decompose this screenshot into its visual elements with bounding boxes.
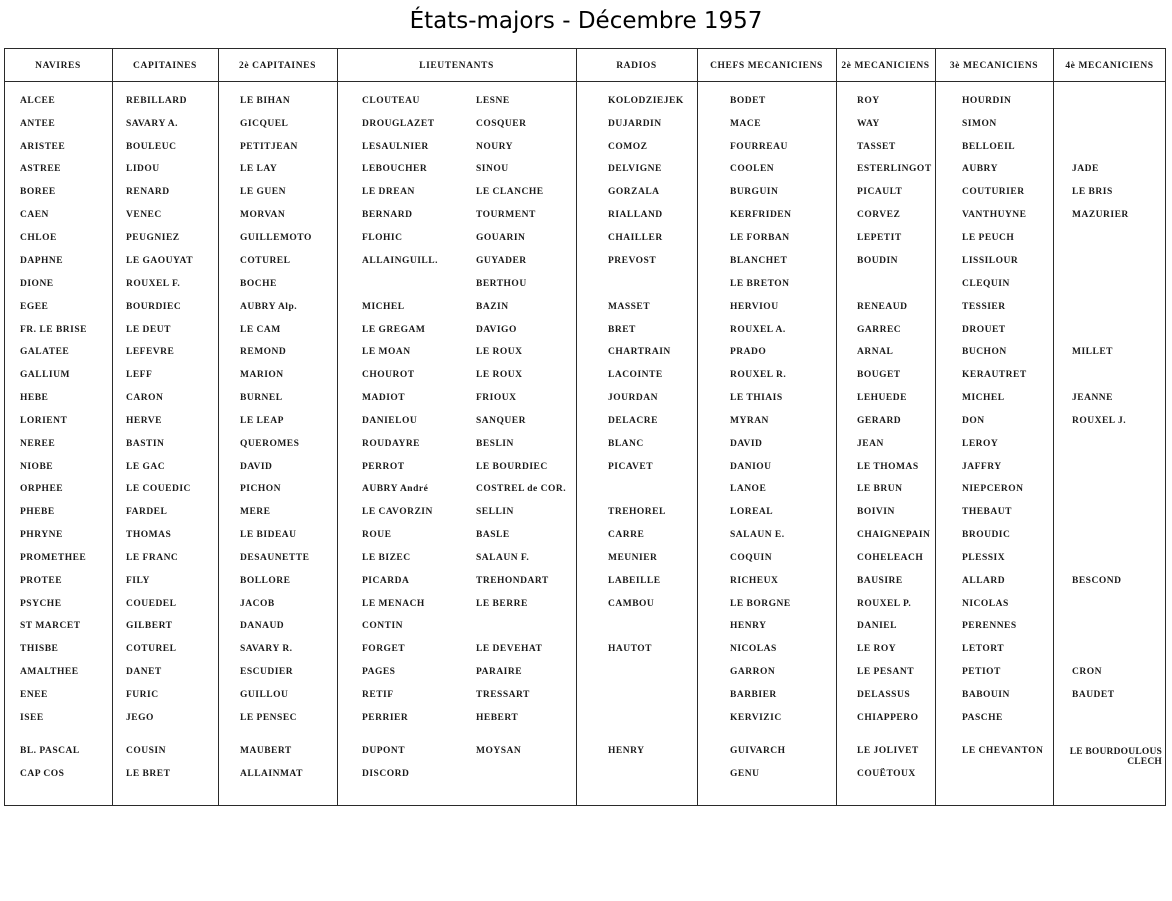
column-divider: [576, 48, 577, 806]
third-engineer-name: LE CHEVANTON: [962, 746, 1044, 756]
lieutenant-name: LE CAVORZIN: [362, 507, 433, 517]
radio-name: CHAILLER: [608, 233, 663, 243]
second-captain-name: MERE: [240, 507, 271, 517]
ship-name: ANTEE: [20, 119, 56, 129]
second-engineer-name: RENEAUD: [857, 302, 908, 312]
lieutenant-name: BAZIN: [476, 302, 509, 312]
radio-name: HAUTOT: [608, 644, 653, 654]
captain-name: ROUXEL F.: [126, 279, 181, 289]
lieutenant-name: DUPONT: [362, 746, 406, 756]
lieutenant-name: NOURY: [476, 142, 513, 152]
chief-engineer-name: HENRY: [730, 621, 767, 631]
radio-name: GORZALA: [608, 187, 660, 197]
second-captain-name: PETITJEAN: [240, 142, 298, 152]
fourth-engineer-name: BESCOND: [1072, 576, 1122, 586]
captain-name: FARDEL: [126, 507, 168, 517]
lieutenant-name: PARAIRE: [476, 667, 523, 677]
header-lieutenants: LIEUTENANTS: [419, 61, 494, 71]
fourth-engineer-name: ROUXEL J.: [1072, 416, 1127, 426]
lieutenant-name: LE DREAN: [362, 187, 415, 197]
chief-engineer-name: KERVIZIC: [730, 713, 782, 723]
third-engineer-name: PLESSIX: [962, 553, 1006, 563]
header-radios: RADIOS: [616, 61, 657, 71]
ship-name: AMALTHEE: [20, 667, 79, 677]
ship-name: BOREE: [20, 187, 56, 197]
radio-name: PREVOST: [608, 256, 657, 266]
header-divider: [4, 81, 1166, 82]
lieutenant-name: LEBOUCHER: [362, 164, 428, 174]
chief-engineer-name: DANIOU: [730, 462, 772, 472]
ship-name: PROTEE: [20, 576, 63, 586]
chief-engineer-name: SALAUN E.: [730, 530, 785, 540]
lieutenant-name: FORGET: [362, 644, 406, 654]
captain-name: LE GAC: [126, 462, 166, 472]
second-captain-name: QUEROMES: [240, 439, 300, 449]
chief-engineer-name: MYRAN: [730, 416, 769, 426]
third-engineer-name: BROUDIC: [962, 530, 1011, 540]
second-engineer-name: PICAULT: [857, 187, 903, 197]
chief-engineer-name: FOURREAU: [730, 142, 788, 152]
second-captain-name: COTUREL: [240, 256, 291, 266]
lieutenant-name: SELLIN: [476, 507, 514, 517]
ship-name: LORIENT: [20, 416, 68, 426]
ship-name: PHEBE: [20, 507, 55, 517]
ship-name: ORPHEE: [20, 484, 64, 494]
captain-name: LE GAOUYAT: [126, 256, 194, 266]
lieutenant-name: TREHONDART: [476, 576, 549, 586]
second-captain-name: ESCUDIER: [240, 667, 294, 677]
chief-engineer-name: BURGUIN: [730, 187, 779, 197]
second-engineer-name: BOUGET: [857, 370, 901, 380]
ship-name: PSYCHE: [20, 599, 62, 609]
lieutenant-name: BESLIN: [476, 439, 514, 449]
radio-name: RIALLAND: [608, 210, 663, 220]
column-divider: [697, 48, 698, 806]
second-engineer-name: LE ROY: [857, 644, 897, 654]
second-engineer-name: ARNAL: [857, 347, 894, 357]
lieutenant-name: GUYADER: [476, 256, 527, 266]
radio-name: HENRY: [608, 746, 645, 756]
third-engineer-name: BABOUIN: [962, 690, 1010, 700]
second-captain-name: JACOB: [240, 599, 275, 609]
chief-engineer-name: LE BRETON: [730, 279, 790, 289]
lieutenant-name: ROUE: [362, 530, 392, 540]
ship-name: ISEE: [20, 713, 44, 723]
second-engineer-name: COHELEACH: [857, 553, 924, 563]
chief-engineer-name: COQUIN: [730, 553, 773, 563]
ship-name: NEREE: [20, 439, 56, 449]
captain-name: LE FRANC: [126, 553, 179, 563]
third-engineer-name: AUBRY: [962, 164, 998, 174]
fourth-engineer-name: JADE: [1072, 164, 1099, 174]
second-captain-name: DANAUD: [240, 621, 285, 631]
captain-name: PEUGNIEZ: [126, 233, 180, 243]
chief-engineer-name: BLANCHET: [730, 256, 788, 266]
ship-name: NIOBE: [20, 462, 54, 472]
chief-engineer-name: COOLEN: [730, 164, 775, 174]
captain-name: THOMAS: [126, 530, 172, 540]
ship-name: ARISTEE: [20, 142, 66, 152]
second-captain-name: GICQUEL: [240, 119, 289, 129]
second-captain-name: GUILLEMOTO: [240, 233, 312, 243]
lieutenant-name: HEBERT: [476, 713, 519, 723]
lieutenant-name: AUBRY André: [362, 484, 429, 494]
captain-name: DANET: [126, 667, 162, 677]
lieutenant-name: SALAUN F.: [476, 553, 530, 563]
ship-name: CAEN: [20, 210, 49, 220]
lieutenant-name: LESNE: [476, 96, 510, 106]
third-engineer-name: DON: [962, 416, 985, 426]
second-captain-name: MORVAN: [240, 210, 286, 220]
column-divider: [112, 48, 113, 806]
chief-engineer-name: GENU: [730, 769, 760, 779]
lieutenant-name: DROUGLAZET: [362, 119, 435, 129]
ship-name: DAPHNE: [20, 256, 64, 266]
second-captain-name: DESAUNETTE: [240, 553, 310, 563]
ship-name: BL. PASCAL: [20, 746, 80, 756]
captain-name: BASTIN: [126, 439, 165, 449]
third-engineer-name: THEBAUT: [962, 507, 1012, 517]
header-capitaines: CAPITAINES: [133, 61, 197, 71]
ship-name: ALCEE: [20, 96, 56, 106]
column-divider: [836, 48, 837, 806]
second-captain-name: SAVARY R.: [240, 644, 293, 654]
third-engineer-name: BELLOEIL: [962, 142, 1016, 152]
second-engineer-name: LE JOLIVET: [857, 746, 919, 756]
captain-name: REBILLARD: [126, 96, 187, 106]
second-engineer-name: CORVEZ: [857, 210, 901, 220]
lieutenant-name: PERROT: [362, 462, 405, 472]
second-engineer-name: WAY: [857, 119, 880, 129]
chief-engineer-name: LE THIAIS: [730, 393, 783, 403]
ship-name: EGEE: [20, 302, 49, 312]
second-captain-name: BOCHE: [240, 279, 277, 289]
lieutenant-name: BERTHOU: [476, 279, 527, 289]
radio-name: MEUNIER: [608, 553, 658, 563]
ship-name: CHLOE: [20, 233, 57, 243]
second-captain-name: LE LEAP: [240, 416, 284, 426]
header-2e-capitaines: 2è CAPITAINES: [238, 61, 317, 71]
second-engineer-name: ROY: [857, 96, 880, 106]
captain-name: HERVE: [126, 416, 162, 426]
third-engineer-name: COUTURIER: [962, 187, 1025, 197]
third-engineer-name: BUCHON: [962, 347, 1007, 357]
lieutenant-name: BASLE: [476, 530, 510, 540]
lieutenant-name: GOUARIN: [476, 233, 526, 243]
header-chefs-mecaniciens: CHEFS MECANICIENS: [710, 61, 823, 71]
ship-name: ASTREE: [20, 164, 62, 174]
chief-engineer-name: NICOLAS: [730, 644, 777, 654]
radio-name: LABEILLE: [608, 576, 661, 586]
lieutenant-name: DANIELOU: [362, 416, 418, 426]
lieutenant-name: ROUDAYRE: [362, 439, 421, 449]
captain-name: COTUREL: [126, 644, 177, 654]
ship-name: FR. LE BRISE: [20, 325, 87, 335]
chief-engineer-name: KERFRIDEN: [730, 210, 792, 220]
third-engineer-name: PETIOT: [962, 667, 1001, 677]
second-engineer-name: DELASSUS: [857, 690, 911, 700]
fourth-engineer-name: JEANNE: [1072, 393, 1114, 403]
radio-name: DELACRE: [608, 416, 658, 426]
lieutenant-name: MOYSAN: [476, 746, 522, 756]
column-divider: [1053, 48, 1054, 806]
second-engineer-name: GARREC: [857, 325, 902, 335]
ship-name: ST MARCET: [20, 621, 81, 631]
third-engineer-name: SIMON: [962, 119, 997, 129]
lieutenant-name: MICHEL: [362, 302, 405, 312]
second-captain-name: LE BIDEAU: [240, 530, 297, 540]
radio-name: CARRE: [608, 530, 645, 540]
second-captain-name: AUBRY Alp.: [240, 302, 298, 312]
fourth-engineer-name: CRON: [1072, 667, 1102, 677]
lieutenant-name: PAGES: [362, 667, 396, 677]
captain-name: CARON: [126, 393, 164, 403]
second-captain-name: LE BIHAN: [240, 96, 291, 106]
captain-name: COUEDEL: [126, 599, 177, 609]
radio-name: CAMBOU: [608, 599, 655, 609]
second-captain-name: BURNEL: [240, 393, 283, 403]
third-engineer-name: LISSILOUR: [962, 256, 1019, 266]
second-engineer-name: COUËTOUX: [857, 769, 916, 779]
third-engineer-name: DROUET: [962, 325, 1006, 335]
radio-name: KOLODZIEJEK: [608, 96, 684, 106]
second-engineer-name: GERARD: [857, 416, 902, 426]
captain-name: BOULEUC: [126, 142, 177, 152]
lieutenant-name: FRIOUX: [476, 393, 517, 403]
ship-name: ENEE: [20, 690, 48, 700]
lieutenant-name: LE BIZEC: [362, 553, 411, 563]
second-engineer-name: BAUSIRE: [857, 576, 903, 586]
ship-name: THISBE: [20, 644, 59, 654]
chief-engineer-name: LE FORBAN: [730, 233, 790, 243]
chief-engineer-name: DAVID: [730, 439, 763, 449]
second-captain-name: DAVID: [240, 462, 273, 472]
ship-name: GALATEE: [20, 347, 70, 357]
ship-name: HEBE: [20, 393, 49, 403]
third-engineer-name: KERAUTRET: [962, 370, 1027, 380]
fourth-engineer-name: MAZURIER: [1072, 210, 1129, 220]
second-captain-name: LE CAM: [240, 325, 281, 335]
second-engineer-name: LE BRUN: [857, 484, 903, 494]
column-divider: [337, 48, 338, 806]
captain-name: COUSIN: [126, 746, 166, 756]
lieutenant-name: SANQUER: [476, 416, 526, 426]
captain-name: LE COUEDIC: [126, 484, 191, 494]
third-engineer-name: NICOLAS: [962, 599, 1009, 609]
lieutenant-name: COSQUER: [476, 119, 527, 129]
third-engineer-name: JAFFRY: [962, 462, 1002, 472]
radio-name: DUJARDIN: [608, 119, 662, 129]
header-4e-mecaniciens: 4è MECANICIENS: [1065, 61, 1154, 71]
second-engineer-name: LEHUEDE: [857, 393, 907, 403]
third-engineer-name: PASCHE: [962, 713, 1003, 723]
third-engineer-name: LE PEUCH: [962, 233, 1015, 243]
lieutenant-name: CHOUROT: [362, 370, 415, 380]
second-captain-name: REMOND: [240, 347, 287, 357]
second-engineer-name: CHAIGNEPAIN: [857, 530, 931, 540]
radio-name: DELVIGNE: [608, 164, 662, 174]
chief-engineer-name: LE BORGNE: [730, 599, 791, 609]
third-engineer-name: MICHEL: [962, 393, 1005, 403]
chief-engineer-name: ROUXEL A.: [730, 325, 786, 335]
lieutenant-name: CONTIN: [362, 621, 404, 631]
radio-name: MASSET: [608, 302, 651, 312]
ship-name: DIONE: [20, 279, 54, 289]
second-engineer-name: LE THOMAS: [857, 462, 919, 472]
third-engineer-name: HOURDIN: [962, 96, 1012, 106]
second-engineer-name: LE PESANT: [857, 667, 915, 677]
lieutenant-name: DAVIGO: [476, 325, 517, 335]
third-engineer-name: TESSIER: [962, 302, 1006, 312]
second-captain-name: LE GUEN: [240, 187, 286, 197]
captain-name: LE DEUT: [126, 325, 171, 335]
lieutenant-name: BERNARD: [362, 210, 413, 220]
fourth-engineer-name: LE BOURDOULOUS CLECH: [1069, 747, 1162, 767]
second-engineer-name: TASSET: [857, 142, 896, 152]
lieutenant-name: LE MENACH: [362, 599, 425, 609]
chief-engineer-name: HERVIOU: [730, 302, 779, 312]
radio-name: LACOINTE: [608, 370, 663, 380]
lieutenant-name: TRESSART: [476, 690, 530, 700]
column-divider: [935, 48, 936, 806]
chief-engineer-name: PRADO: [730, 347, 767, 357]
lieutenant-name: PICARDA: [362, 576, 410, 586]
second-captain-name: MAUBERT: [240, 746, 292, 756]
second-captain-name: GUILLOU: [240, 690, 289, 700]
third-engineer-name: LEROY: [962, 439, 999, 449]
lieutenant-name: PERRIER: [362, 713, 409, 723]
fourth-engineer-name: MILLET: [1072, 347, 1114, 357]
second-engineer-name: ROUXEL P.: [857, 599, 912, 609]
lieutenant-name: LE ROUX: [476, 370, 523, 380]
chief-engineer-name: BARBIER: [730, 690, 777, 700]
captain-name: GILBERT: [126, 621, 173, 631]
radio-name: BRET: [608, 325, 636, 335]
ship-name: GALLIUM: [20, 370, 70, 380]
third-engineer-name: LETORT: [962, 644, 1005, 654]
lieutenant-name: LE MOAN: [362, 347, 411, 357]
ship-name: PHRYNE: [20, 530, 63, 540]
captain-name: VENEC: [126, 210, 162, 220]
lieutenant-name: FLOHIC: [362, 233, 403, 243]
second-engineer-name: BOIVIN: [857, 507, 895, 517]
second-captain-name: LE LAY: [240, 164, 278, 174]
captain-name: BOURDIEC: [126, 302, 182, 312]
captain-name: FILY: [126, 576, 150, 586]
chief-engineer-name: RICHEUX: [730, 576, 779, 586]
third-engineer-name: PERENNES: [962, 621, 1017, 631]
lieutenant-name: TOURMENT: [476, 210, 536, 220]
second-engineer-name: LEPETIT: [857, 233, 902, 243]
chief-engineer-name: LOREAL: [730, 507, 774, 517]
lieutenant-name: LE CLANCHE: [476, 187, 544, 197]
lieutenant-name: COSTREL de COR.: [476, 484, 567, 494]
ship-name: PROMETHEE: [20, 553, 87, 563]
header-navires: NAVIRES: [35, 61, 81, 71]
second-engineer-name: CHIAPPERO: [857, 713, 919, 723]
chief-engineer-name: ROUXEL R.: [730, 370, 787, 380]
second-captain-name: ALLAINMAT: [240, 769, 303, 779]
captain-name: JEGO: [126, 713, 154, 723]
chief-engineer-name: MACE: [730, 119, 762, 129]
chief-engineer-name: GARRON: [730, 667, 776, 677]
radio-name: PICAVET: [608, 462, 654, 472]
document-title: États-majors - Décembre 1957: [409, 8, 763, 34]
second-engineer-name: BOUDIN: [857, 256, 899, 266]
second-captain-name: MARION: [240, 370, 284, 380]
second-engineer-name: JEAN: [857, 439, 884, 449]
radio-name: COMOZ: [608, 142, 648, 152]
third-engineer-name: CLEQUIN: [962, 279, 1010, 289]
header-3e-mecaniciens: 3è MECANICIENS: [949, 61, 1039, 71]
chief-engineer-name: LANOE: [730, 484, 767, 494]
lieutenant-name: LE BOURDIEC: [476, 462, 548, 472]
captain-name: SAVARY A.: [126, 119, 179, 129]
ship-name: CAP COS: [20, 769, 65, 779]
lieutenant-name: LESAULNIER: [362, 142, 429, 152]
lieutenant-name: LE ROUX: [476, 347, 523, 357]
fourth-engineer-name: BAUDET: [1072, 690, 1115, 700]
radio-name: TREHOREL: [608, 507, 666, 517]
chief-engineer-name: BODET: [730, 96, 766, 106]
column-divider: [218, 48, 219, 806]
lieutenant-name: LE DEVEHAT: [476, 644, 543, 654]
radio-name: BLANC: [608, 439, 644, 449]
chief-engineer-name: GUIVARCH: [730, 746, 786, 756]
captain-name: LE BRET: [126, 769, 171, 779]
lieutenant-name: LE BERRE: [476, 599, 528, 609]
radio-name: JOURDAN: [608, 393, 658, 403]
third-engineer-name: VANTHUYNE: [962, 210, 1027, 220]
captain-name: LEFF: [126, 370, 153, 380]
lieutenant-name: ALLAINGUILL.: [362, 256, 438, 266]
second-captain-name: BOLLORE: [240, 576, 291, 586]
lieutenant-name: CLOUTEAU: [362, 96, 420, 106]
lieutenant-name: DISCORD: [362, 769, 410, 779]
captain-name: LIDOU: [126, 164, 160, 174]
second-captain-name: PICHON: [240, 484, 281, 494]
lieutenant-name: SINOU: [476, 164, 509, 174]
radio-name: CHARTRAIN: [608, 347, 671, 357]
second-captain-name: LE PENSEC: [240, 713, 298, 723]
second-engineer-name: ESTERLINGOT: [857, 164, 932, 174]
third-engineer-name: ALLARD: [962, 576, 1006, 586]
lieutenant-name: RETIF: [362, 690, 394, 700]
captain-name: FURIC: [126, 690, 159, 700]
lieutenant-name: LE GREGAM: [362, 325, 426, 335]
lieutenant-name: MADIOT: [362, 393, 406, 403]
header-2e-mecaniciens: 2è MECANICIENS: [841, 61, 930, 71]
fourth-engineer-name: LE BRIS: [1072, 187, 1113, 197]
captain-name: LEFEVRE: [126, 347, 175, 357]
second-engineer-name: DANIEL: [857, 621, 897, 631]
captain-name: RENARD: [126, 187, 170, 197]
third-engineer-name: NIEPCERON: [962, 484, 1024, 494]
